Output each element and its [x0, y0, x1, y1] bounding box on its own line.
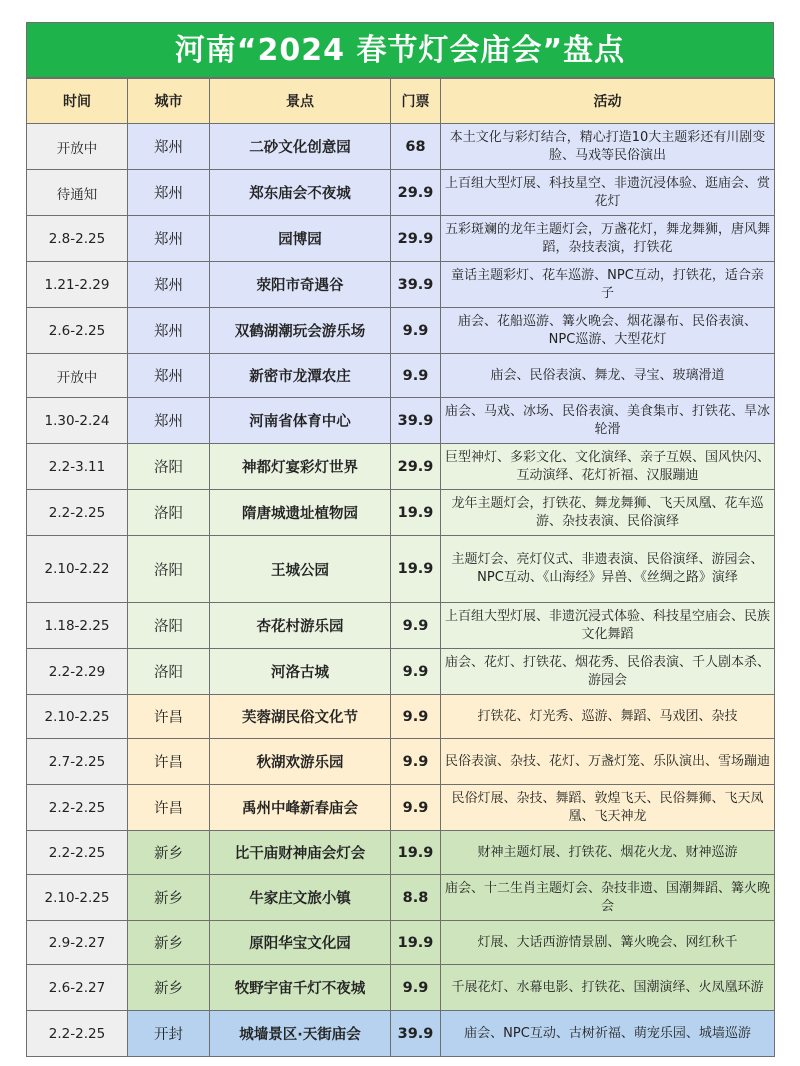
city-cell: 许昌 — [128, 695, 210, 739]
city-cell: 新乡 — [128, 875, 210, 921]
time-cell: 2.2-3.11 — [27, 444, 128, 490]
spot-cell: 郑东庙会不夜城 — [210, 170, 391, 216]
time-cell: 开放中 — [27, 354, 128, 398]
city-cell: 许昌 — [128, 739, 210, 785]
table-row — [27, 831, 775, 875]
header-city: 城市 — [128, 79, 210, 124]
ticket-cell: 39.9 — [391, 1011, 441, 1057]
spot-cell: 禹州中峰新春庙会 — [210, 785, 391, 831]
city-cell: 新乡 — [128, 921, 210, 965]
spot-cell: 比干庙财神庙会灯会 — [210, 831, 391, 875]
table-row — [27, 785, 775, 831]
events-table — [26, 78, 775, 1057]
city-cell: 洛阳 — [128, 603, 210, 649]
spot-cell: 牧野宇宙千灯不夜城 — [210, 965, 391, 1011]
city-cell: 许昌 — [128, 785, 210, 831]
activity-cell: 本土文化与彩灯结合，精心打造10大主题彩还有川剧变脸、马戏等民俗演出 — [441, 124, 775, 170]
city-cell: 开封 — [128, 1011, 210, 1057]
spot-cell: 城墙景区·天街庙会 — [210, 1011, 391, 1057]
city-cell: 郑州 — [128, 170, 210, 216]
city-cell: 洛阳 — [128, 536, 210, 603]
spot-cell: 河南省体育中心 — [210, 398, 391, 444]
activity-cell: 龙年主题灯会，打铁花、舞龙舞狮、飞天凤凰、花车巡游、杂技表演、民俗演绎 — [441, 490, 775, 536]
city-cell: 郑州 — [128, 354, 210, 398]
time-cell: 2.2-2.25 — [27, 490, 128, 536]
activity-cell: 上百组大型灯展、科技星空、非遗沉浸体验、逛庙会、赏花灯 — [441, 170, 775, 216]
lantern-fair-sheet — [26, 22, 774, 1057]
time-cell: 2.6-2.25 — [27, 308, 128, 354]
activity-cell: 庙会、十二生肖主题灯会、杂技非遗、国潮舞蹈、篝火晚会 — [441, 875, 775, 921]
city-cell: 洛阳 — [128, 490, 210, 536]
time-cell: 2.2-2.25 — [27, 831, 128, 875]
time-cell: 2.2-2.25 — [27, 1011, 128, 1057]
ticket-cell: 19.9 — [391, 831, 441, 875]
activity-cell: 财神主题灯展、打铁花、烟花火龙、财神巡游 — [441, 831, 775, 875]
time-cell: 2.2-2.25 — [27, 785, 128, 831]
activity-cell: 灯展、大话西游情景剧、篝火晚会、网红秋千 — [441, 921, 775, 965]
spot-cell: 园博园 — [210, 216, 391, 262]
table-row — [27, 170, 775, 216]
table-row — [27, 354, 775, 398]
time-cell: 开放中 — [27, 124, 128, 170]
spot-cell: 隋唐城遗址植物园 — [210, 490, 391, 536]
activity-cell: 打铁花、灯光秀、巡游、舞蹈、马戏团、杂技 — [441, 695, 775, 739]
activity-cell: 主题灯会、亮灯仪式、非遗表演、民俗演绎、游园会、NPC互动、《山海经》异兽、《丝绸之路》演绎 — [441, 536, 775, 603]
ticket-cell: 39.9 — [391, 262, 441, 308]
spot-cell: 秋湖欢游乐园 — [210, 739, 391, 785]
city-cell: 郑州 — [128, 398, 210, 444]
ticket-cell: 19.9 — [391, 490, 441, 536]
table-row — [27, 921, 775, 965]
table-row — [27, 875, 775, 921]
city-cell: 郑州 — [128, 124, 210, 170]
ticket-cell: 19.9 — [391, 921, 441, 965]
ticket-cell: 9.9 — [391, 603, 441, 649]
activity-cell: 庙会、马戏、冰场、民俗表演、美食集市、打铁花、旱冰轮滑 — [441, 398, 775, 444]
page-title: 河南“2024 春节灯会庙会”盘点 — [26, 22, 774, 78]
spot-cell: 二砂文化创意园 — [210, 124, 391, 170]
table-row — [27, 649, 775, 695]
ticket-cell: 9.9 — [391, 965, 441, 1011]
city-cell: 洛阳 — [128, 444, 210, 490]
table-row — [27, 536, 775, 603]
time-cell: 2.10-2.25 — [27, 875, 128, 921]
city-cell: 郑州 — [128, 308, 210, 354]
ticket-cell: 29.9 — [391, 170, 441, 216]
spot-cell: 牛家庄文旅小镇 — [210, 875, 391, 921]
spot-cell: 双鹤湖潮玩会游乐场 — [210, 308, 391, 354]
spot-cell: 原阳华宝文化园 — [210, 921, 391, 965]
activity-cell: 上百组大型灯展、非遗沉浸式体验、科技星空庙会、民族文化舞蹈 — [441, 603, 775, 649]
time-cell: 待通知 — [27, 170, 128, 216]
city-cell: 郑州 — [128, 262, 210, 308]
spot-cell: 荥阳市奇遇谷 — [210, 262, 391, 308]
city-cell: 郑州 — [128, 216, 210, 262]
time-cell: 1.21-2.29 — [27, 262, 128, 308]
activity-cell: 庙会、花灯、打铁花、烟花秀、民俗表演、千人剧本杀、游园会 — [441, 649, 775, 695]
table-row — [27, 444, 775, 490]
ticket-cell: 29.9 — [391, 216, 441, 262]
city-cell: 新乡 — [128, 965, 210, 1011]
activity-cell: 民俗灯展、杂技、舞蹈、敦煌飞天、民俗舞狮、飞天凤凰、飞天神龙 — [441, 785, 775, 831]
table-row — [27, 965, 775, 1011]
ticket-cell: 19.9 — [391, 536, 441, 603]
spot-cell: 新密市龙潭农庄 — [210, 354, 391, 398]
time-cell: 2.7-2.25 — [27, 739, 128, 785]
header-time: 时间 — [27, 79, 128, 124]
ticket-cell: 9.9 — [391, 739, 441, 785]
activity-cell: 巨型神灯、多彩文化、文化演绎、亲子互娱、国风快闪、互动演绎、花灯祈福、汉服蹦迪 — [441, 444, 775, 490]
table-row — [27, 1011, 775, 1057]
ticket-cell: 9.9 — [391, 785, 441, 831]
time-cell: 2.10-2.25 — [27, 695, 128, 739]
city-cell: 洛阳 — [128, 649, 210, 695]
time-cell: 2.6-2.27 — [27, 965, 128, 1011]
spot-cell: 芙蓉湖民俗文化节 — [210, 695, 391, 739]
activity-cell: 五彩斑斓的龙年主题灯会，万盏花灯，舞龙舞狮，唐风舞蹈，杂技表演，打铁花 — [441, 216, 775, 262]
ticket-cell: 9.9 — [391, 308, 441, 354]
activity-cell: 童话主题彩灯、花车巡游、NPC互动，打铁花，适合亲子 — [441, 262, 775, 308]
spot-cell: 杏花村游乐园 — [210, 603, 391, 649]
activity-cell: 千展花灯、水幕电影、打铁花、国潮演绎、火凤凰环游 — [441, 965, 775, 1011]
spot-cell: 神都灯宴彩灯世界 — [210, 444, 391, 490]
ticket-cell: 39.9 — [391, 398, 441, 444]
ticket-cell: 9.9 — [391, 695, 441, 739]
time-cell: 1.30-2.24 — [27, 398, 128, 444]
spot-cell: 河洛古城 — [210, 649, 391, 695]
table-row — [27, 490, 775, 536]
time-cell: 1.18-2.25 — [27, 603, 128, 649]
ticket-cell: 8.8 — [391, 875, 441, 921]
header-spot: 景点 — [210, 79, 391, 124]
time-cell: 2.9-2.27 — [27, 921, 128, 965]
ticket-cell: 9.9 — [391, 649, 441, 695]
header-activity: 活动 — [441, 79, 775, 124]
time-cell: 2.2-2.29 — [27, 649, 128, 695]
header-ticket: 门票 — [391, 79, 441, 124]
ticket-cell: 9.9 — [391, 354, 441, 398]
table-header-row — [27, 79, 775, 124]
table-row — [27, 695, 775, 739]
table-row — [27, 739, 775, 785]
spot-cell: 王城公园 — [210, 536, 391, 603]
table-row — [27, 216, 775, 262]
activity-cell: 庙会、民俗表演、舞龙、寻宝、玻璃滑道 — [441, 354, 775, 398]
time-cell: 2.8-2.25 — [27, 216, 128, 262]
time-cell: 2.10-2.22 — [27, 536, 128, 603]
table-row — [27, 262, 775, 308]
ticket-cell: 68 — [391, 124, 441, 170]
activity-cell: 民俗表演、杂技、花灯、万盏灯笼、乐队演出、雪场蹦迪 — [441, 739, 775, 785]
table-row — [27, 398, 775, 444]
table-row — [27, 124, 775, 170]
table-row — [27, 308, 775, 354]
ticket-cell: 29.9 — [391, 444, 441, 490]
activity-cell: 庙会、花船巡游、篝火晚会、烟花瀑布、民俗表演、NPC巡游、大型花灯 — [441, 308, 775, 354]
activity-cell: 庙会、NPC互动、古树祈福、萌宠乐园、城墙巡游 — [441, 1011, 775, 1057]
table-row — [27, 603, 775, 649]
city-cell: 新乡 — [128, 831, 210, 875]
